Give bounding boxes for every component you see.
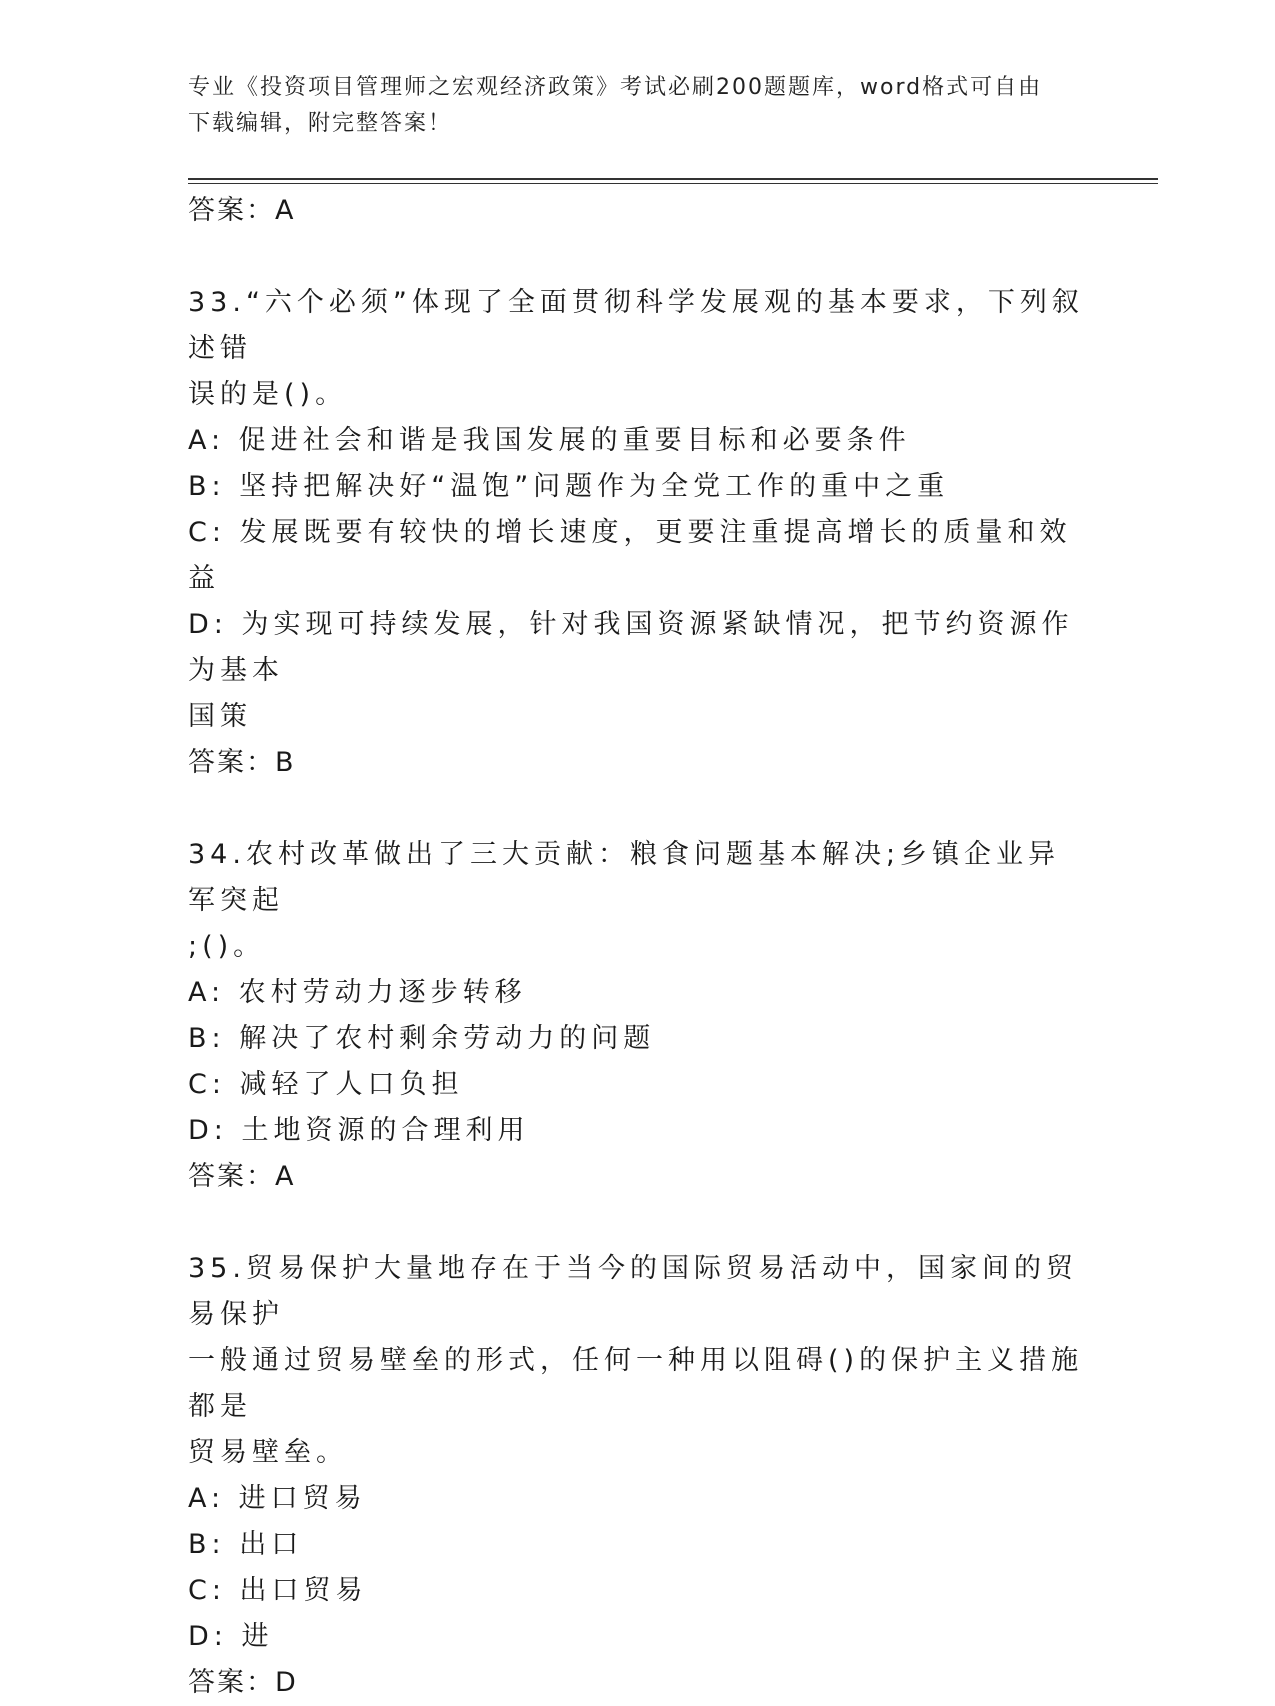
question-stem-line: 贸易壁垒。 xyxy=(188,1437,348,1468)
option-d: D: 土地资源的合理利用 xyxy=(188,1115,530,1146)
option-c: C: 出口贸易 xyxy=(188,1575,368,1606)
option-a: A: 进口贸易 xyxy=(188,1483,367,1514)
question-stem-line: 一般通过贸易壁垒的形式，任何一种用以阻碍()的保护主义措施都是 xyxy=(188,1345,1084,1422)
header-rule-thin xyxy=(188,183,1158,184)
option-a: A: 促进社会和谐是我国发展的重要目标和必要条件 xyxy=(188,425,911,456)
option-d: D: 为实现可持续发展，针对我国资源紧缺情况，把节约资源作为基本 xyxy=(188,609,1074,686)
answer: 答案：A xyxy=(188,1161,296,1192)
header-line-1: 专业《投资项目管理师之宏观经济政策》考试必刷200题题库，word格式可自由 xyxy=(188,75,1043,100)
spacer xyxy=(188,234,1088,280)
question-stem-line: 34.农村改革做出了三大贡献：粮食问题基本解决;乡镇企业异军突起 xyxy=(188,839,1061,916)
question-stem-line: 35.贸易保护大量地存在于当今的国际贸易活动中，国家间的贸易保护 xyxy=(188,1253,1078,1330)
option-c: C: 发展既要有较快的增长速度，更要注重提高增长的质量和效益 xyxy=(188,517,1072,594)
question-stem-line: ;()。 xyxy=(188,931,266,962)
option-d: D: 进 xyxy=(188,1621,274,1652)
header-rule-thick xyxy=(188,178,1158,180)
answer: 答案：B xyxy=(188,747,296,778)
question-stem-line: 误的是()。 xyxy=(188,379,348,410)
question-35 xyxy=(188,1246,1088,1706)
option-b: B: 解决了农村剩余劳动力的问题 xyxy=(188,1023,656,1054)
header-line-2: 下载编辑，附完整答案！ xyxy=(188,111,453,136)
option-c: C: 减轻了人口负担 xyxy=(188,1069,464,1100)
option-b: B: 坚持把解决好“温饱”问题作为全党工作的重中之重 xyxy=(188,471,950,502)
option-d-continued: 国策 xyxy=(188,701,252,732)
previous-answer: 答案：A xyxy=(188,195,296,226)
question-content xyxy=(188,188,1088,1706)
page-header xyxy=(188,70,1088,142)
answer: 答案：D xyxy=(188,1667,298,1698)
spacer xyxy=(188,786,1088,832)
question-stem-line: 33.“六个必须”体现了全面贯彻科学发展观的基本要求，下列叙述错 xyxy=(188,287,1084,364)
question-34 xyxy=(188,832,1088,1200)
spacer xyxy=(188,1200,1088,1246)
option-b: B: 出口 xyxy=(188,1529,304,1560)
question-33 xyxy=(188,280,1088,786)
option-a: A: 农村劳动力逐步转移 xyxy=(188,977,527,1008)
